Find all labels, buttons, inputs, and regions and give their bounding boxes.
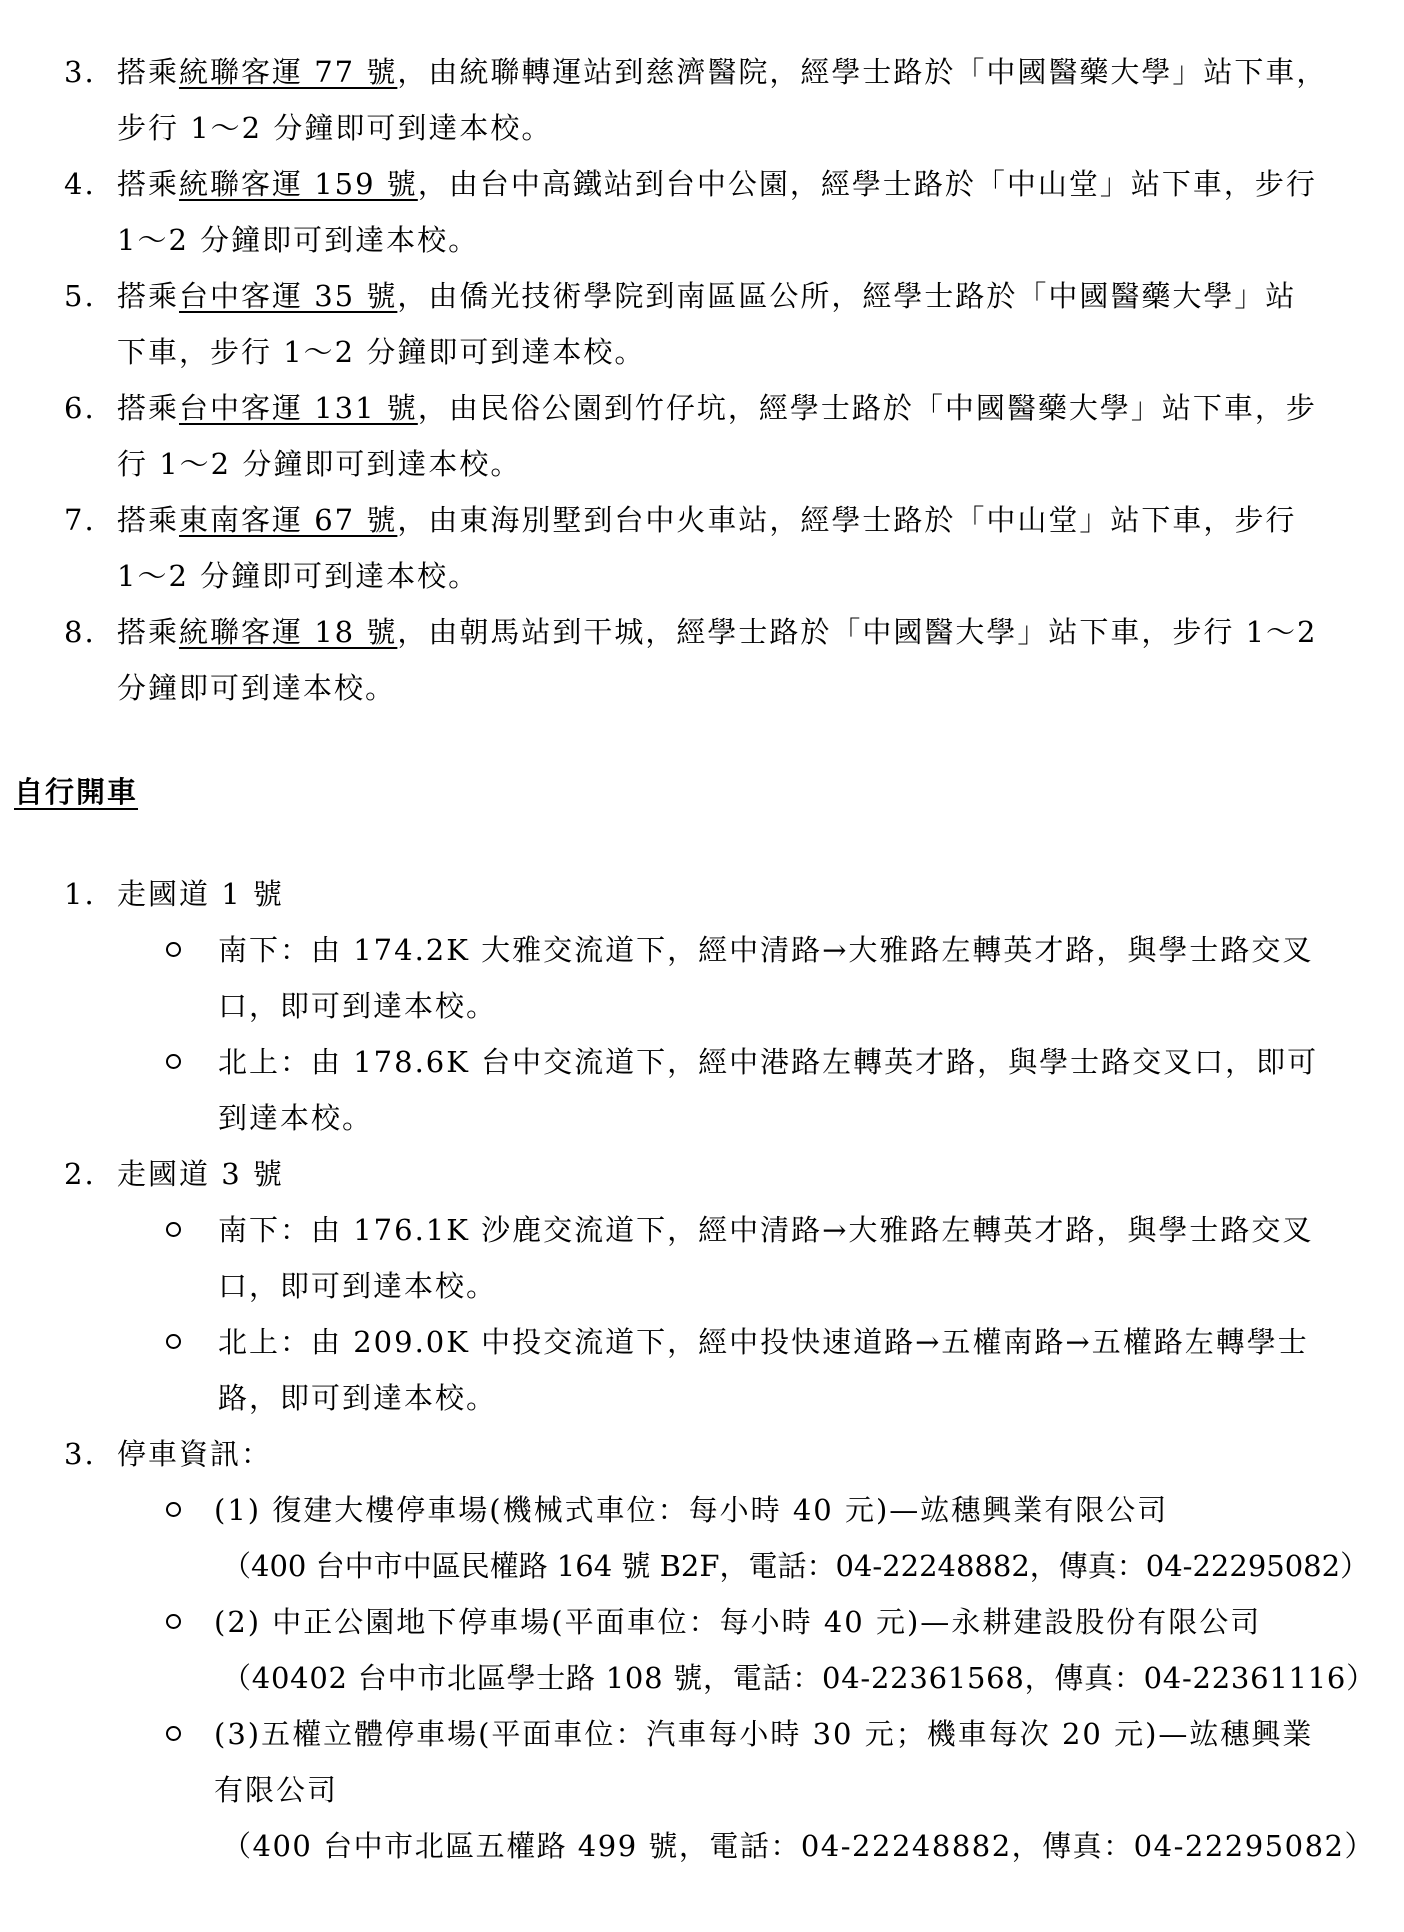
bus-route-link: 東南客運 67 號 bbox=[179, 503, 398, 537]
bus-item-4-line1: 搭乘統聯客運 159 號，由台中高鐵站到台中公園，經學士路於「中山堂」站下車，步行 bbox=[117, 167, 1317, 201]
item-number: 4. bbox=[64, 167, 96, 201]
drive-item-1-number: 1. bbox=[64, 877, 96, 911]
drive-1-bullet-1-line1: 南下：由 174.2K 大雅交流道下，經中清路→大雅路左轉英才路，與學士路交叉 bbox=[218, 933, 1314, 967]
bus-route-link: 統聯客運 18 號 bbox=[179, 615, 398, 649]
bullet-circle-icon bbox=[166, 942, 181, 957]
drive-item-2-number: 2. bbox=[64, 1157, 96, 1191]
bus-route-link: 台中客運 131 號 bbox=[179, 391, 418, 425]
bullet-circle-icon bbox=[166, 1054, 181, 1069]
item-number: 7. bbox=[64, 503, 96, 537]
bus-item-3-line1: 搭乘統聯客運 77 號，由統聯轉運站到慈濟醫院，經學士路於「中國醫藥大學」站下車， bbox=[117, 55, 1328, 89]
bus-item-7-line1: 搭乘東南客運 67 號，由東海別墅到台中火車站，經學士路於「中山堂」站下車，步行 bbox=[117, 503, 1297, 537]
drive-1-bullet-2-line2: 到達本校。 bbox=[218, 1101, 374, 1135]
bus-item-5-line1: 搭乘台中客運 35 號，由僑光技術學院到南區區公所，經學士路於「中國醫藥大學」站 bbox=[117, 279, 1297, 313]
bullet-circle-icon bbox=[166, 1614, 181, 1629]
bullet-circle-icon bbox=[166, 1222, 181, 1237]
bus-item-7 bbox=[64, 500, 96, 540]
drive-2-bullet-2-line1: 北上：由 209.0K 中投交流道下，經中投快速道路→五權南路→五權路左轉學士 bbox=[218, 1325, 1309, 1359]
drive-2-bullet-1-line1: 南下：由 176.1K 沙鹿交流道下，經中清路→大雅路左轉英才路，與學士路交叉 bbox=[218, 1213, 1314, 1247]
section-heading-driving: 自行開車 bbox=[14, 775, 139, 809]
bus-route-link: 統聯客運 77 號 bbox=[179, 55, 398, 89]
bus-route-link: 台中客運 35 號 bbox=[179, 279, 398, 313]
bus-item-6 bbox=[64, 388, 96, 428]
drive-item-3-title: 停車資訊： bbox=[117, 1437, 273, 1471]
bullet-circle-icon bbox=[166, 1726, 181, 1741]
drive-2-bullet-2-line2: 路，即可到達本校。 bbox=[218, 1381, 498, 1415]
bus-item-8-line1: 搭乘統聯客運 18 號，由朝馬站到干城，經學士路於「中國醫大學」站下車，步行 1～2 bbox=[117, 615, 1318, 649]
bus-item-4 bbox=[64, 164, 96, 204]
parking-3-line1: (3)五權立體停車場(平面車位：汽車每小時 30 元；機車每次 20 元)—竑穗興業 bbox=[214, 1717, 1314, 1751]
item-number: 5. bbox=[64, 279, 96, 313]
bus-item-5-line2: 下車，步行 1～2 分鐘即可到達本校。 bbox=[117, 335, 646, 369]
bus-item-6-line1: 搭乘台中客運 131 號，由民俗公園到竹仔坑，經學士路於「中國醫藥大學」站下車，步 bbox=[117, 391, 1317, 425]
bus-item-3-line2: 步行 1～2 分鐘即可到達本校。 bbox=[117, 111, 553, 145]
bus-item-3 bbox=[64, 52, 96, 92]
bus-item-7-line2: 1～2 分鐘即可到達本校。 bbox=[117, 559, 480, 593]
parking-2-line1: (2) 中正公園地下停車場(平面車位：每小時 40 元)—永耕建設股份有限公司 bbox=[214, 1605, 1262, 1639]
parking-3-address: （400 台中市北區五權路 499 號，電話：04-22248882，傳真：04-22295082） bbox=[222, 1829, 1375, 1863]
item-number: 6. bbox=[64, 391, 96, 425]
bus-item-4-line2: 1～2 分鐘即可到達本校。 bbox=[117, 223, 480, 257]
drive-1-bullet-1-line2: 口，即可到達本校。 bbox=[218, 989, 498, 1023]
item-number: 8. bbox=[64, 615, 96, 649]
bullet-circle-icon bbox=[166, 1502, 181, 1517]
bus-item-8-line2: 分鐘即可到達本校。 bbox=[117, 671, 397, 705]
bullet-circle-icon bbox=[166, 1334, 181, 1349]
bus-item-8 bbox=[64, 612, 96, 652]
parking-1-address: （400 台中市中區民權路 164 號 B2F，電話：04-22248882，傳真：04-22295082） bbox=[222, 1549, 1370, 1583]
bus-item-6-line2: 行 1～2 分鐘即可到達本校。 bbox=[117, 447, 522, 481]
parking-1-line1: (1) 復建大樓停車場(機械式車位：每小時 40 元)—竑穗興業有限公司 bbox=[214, 1493, 1169, 1527]
bus-route-link: 統聯客運 159 號 bbox=[179, 167, 418, 201]
parking-2-address: （40402 台中市北區學士路 108 號，電話：04-22361568，傳真：04-22361116） bbox=[222, 1661, 1376, 1695]
drive-item-2-title: 走國道 3 號 bbox=[117, 1157, 284, 1191]
drive-1-bullet-2-line1: 北上：由 178.6K 台中交流道下，經中港路左轉英才路，與學士路交叉口，即可 bbox=[218, 1045, 1319, 1079]
bus-item-5 bbox=[64, 276, 96, 316]
drive-2-bullet-1-line2: 口，即可到達本校。 bbox=[218, 1269, 498, 1303]
item-number: 3. bbox=[64, 55, 96, 89]
parking-3-line2: 有限公司 bbox=[214, 1773, 339, 1807]
drive-item-3-number: 3. bbox=[64, 1437, 96, 1471]
drive-item-1-title: 走國道 1 號 bbox=[117, 877, 284, 911]
